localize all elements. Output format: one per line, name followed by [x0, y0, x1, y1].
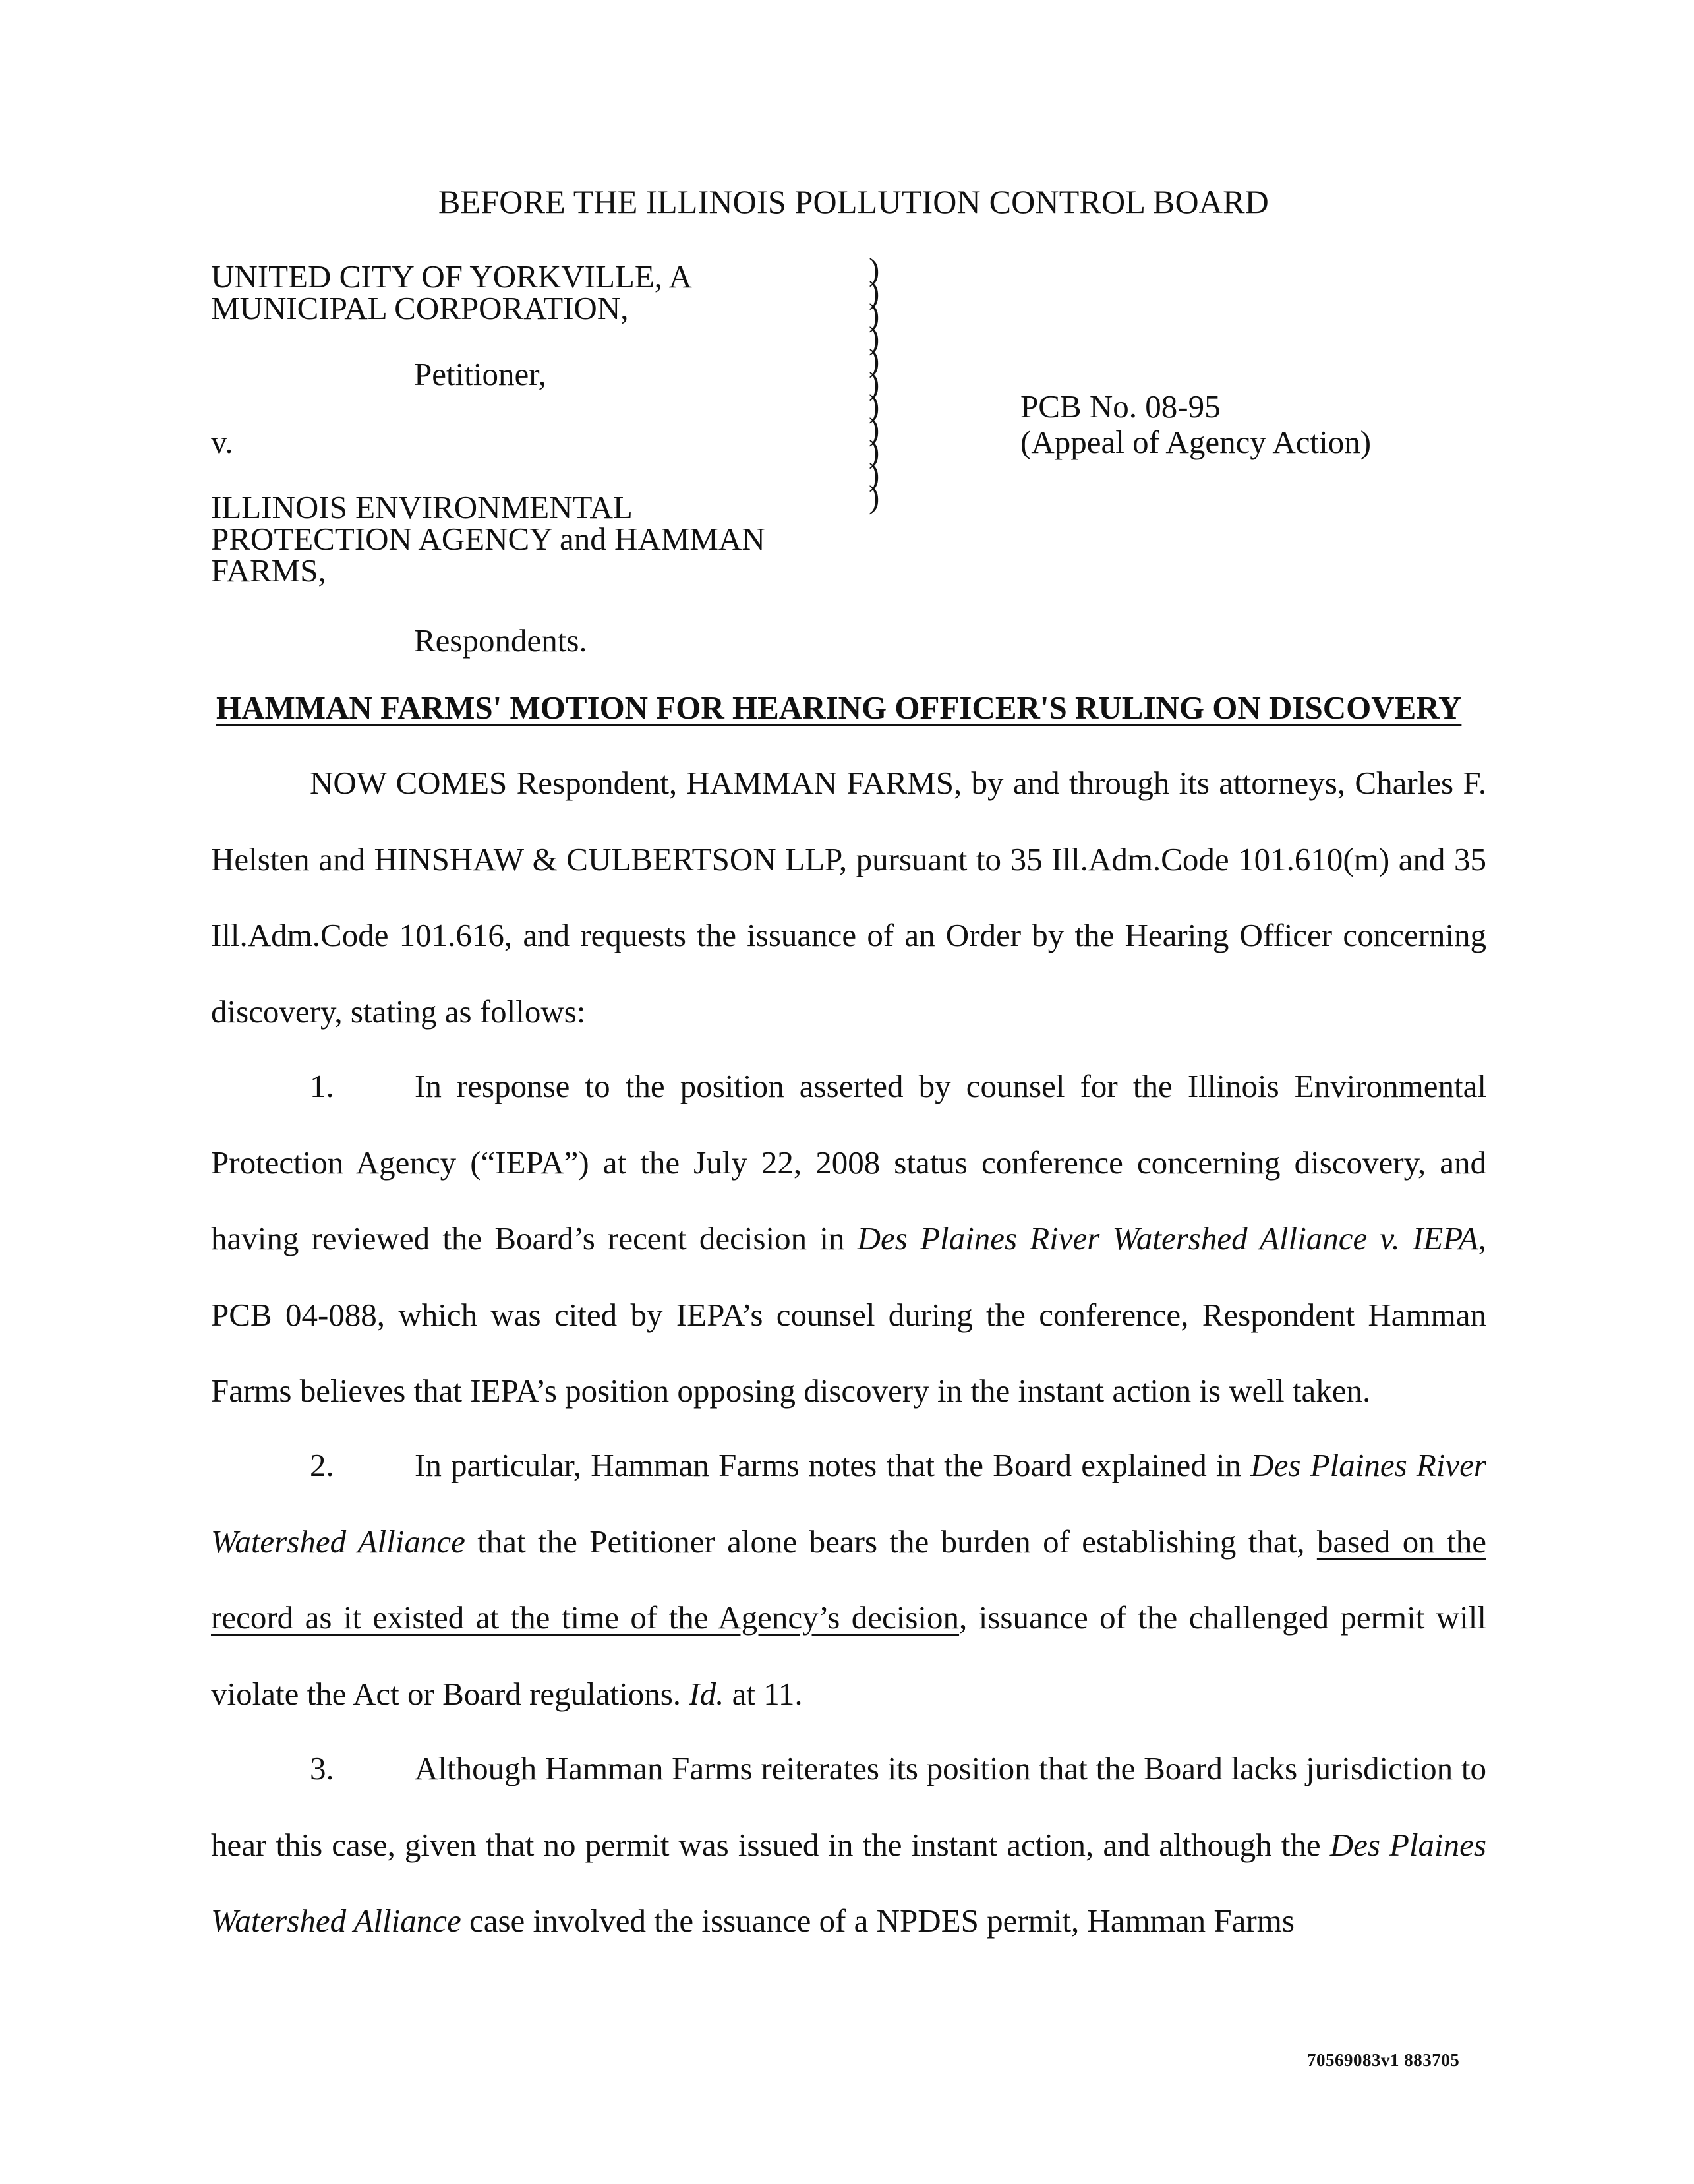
paragraph-3 [211, 1730, 1486, 1959]
paragraph-1-case-name: Des Plaines River Watershed Alliance v. IEPA [857, 1220, 1478, 1256]
paragraph-2 [211, 1427, 1486, 1732]
petitioner-name-line1: UNITED CITY OF YORKVILLE, A [211, 258, 692, 295]
case-number: PCB No. 08-95 [1020, 388, 1221, 425]
paragraph-3-text-a: Although Hamman Farms reiterates its position that the Board lacks jurisdiction to hear this case, given that no permit was issued in the instant action, and although the [211, 1750, 1486, 1863]
case-number-block [1020, 389, 1371, 460]
case-type: (Appeal of Agency Action) [1020, 424, 1372, 460]
paragraph-2-text-a: In particular, Hamman Farms notes that the Board explained in [415, 1447, 1251, 1483]
respondent-name-line3: FARMS, [211, 552, 326, 589]
paragraph-2-underlined: based on the record as it existed at the time of the Agency’s decision [211, 1523, 1486, 1636]
paragraph-2-case-name: Des Plaines River Watershed Alliance [211, 1447, 1486, 1560]
paragraph-2-text-c: , issuance of the challenged permit will violate the Act or Board regulations. [211, 1599, 1486, 1712]
court-heading: BEFORE THE ILLINOIS POLLUTION CONTROL BOARD [438, 183, 1269, 220]
footer-doc-id: 70569083v1 883705 [1307, 2050, 1460, 2070]
versus: v. [211, 424, 233, 460]
paragraph-3-case-name: Des Plaines Watershed Alliance [211, 1826, 1486, 1939]
paragraph-3-text-b: case involved the issuance of a NPDES permit, Hamman Farms [461, 1903, 1295, 1939]
intro-paragraph [211, 745, 1486, 1049]
respondent-role: Respondents. [414, 622, 587, 659]
petitioner-name-line2: MUNICIPAL CORPORATION, [211, 290, 629, 326]
caption-parentheses: ) ) ) ) ) ) ) ) ) ) ) [869, 251, 880, 515]
paragraph-2-text-b: that the Petitioner alone bears the burden of establishing that, [465, 1523, 1317, 1560]
paragraph-1-text-a: In response to the position asserted by counsel for the Illinois Environmental Protection Agency (“IEPA”) at the July 22, 2008 status conference concerning discovery, and having reviewed the Board’s recent decision in [211, 1068, 1486, 1256]
respondent-name-line1: ILLINOIS ENVIRONMENTAL [211, 489, 633, 525]
paragraph-2-number: 2. [310, 1447, 334, 1483]
paragraph-2-text-d: at 11. [724, 1675, 803, 1712]
motion-title: HAMMAN FARMS' MOTION FOR HEARING OFFICER'S RULING ON DISCOVERY [216, 690, 1462, 726]
paragraph-3-number: 3. [310, 1750, 334, 1786]
respondent-name-line2: PROTECTION AGENCY and HAMMAN [211, 521, 765, 557]
paragraph-1 [211, 1048, 1486, 1429]
paragraph-2-cite-id: Id. [689, 1675, 724, 1712]
paragraph-1-text-b: , PCB 04-088, which was cited by IEPA’s counsel during the conference, Respondent Hamman Farms believes that IEPA’s position opposing discovery in the instant action is well taken. [211, 1220, 1486, 1409]
petitioner-role: Petitioner, [414, 356, 546, 392]
paragraph-1-number: 1. [310, 1068, 334, 1104]
intro-paragraph-text: NOW COMES Respondent, HAMMAN FARMS, by and through its attorneys, Charles F. Helsten and HINSHAW & CULBERTSON LLP, pursuant to 35 Ill.Adm.Code 101.610(m) and 35 Ill.Adm.Code 101.616, and requests the issuance of an Order by the Hearing Officer concerning discovery, stating as follows: [211, 765, 1486, 1030]
